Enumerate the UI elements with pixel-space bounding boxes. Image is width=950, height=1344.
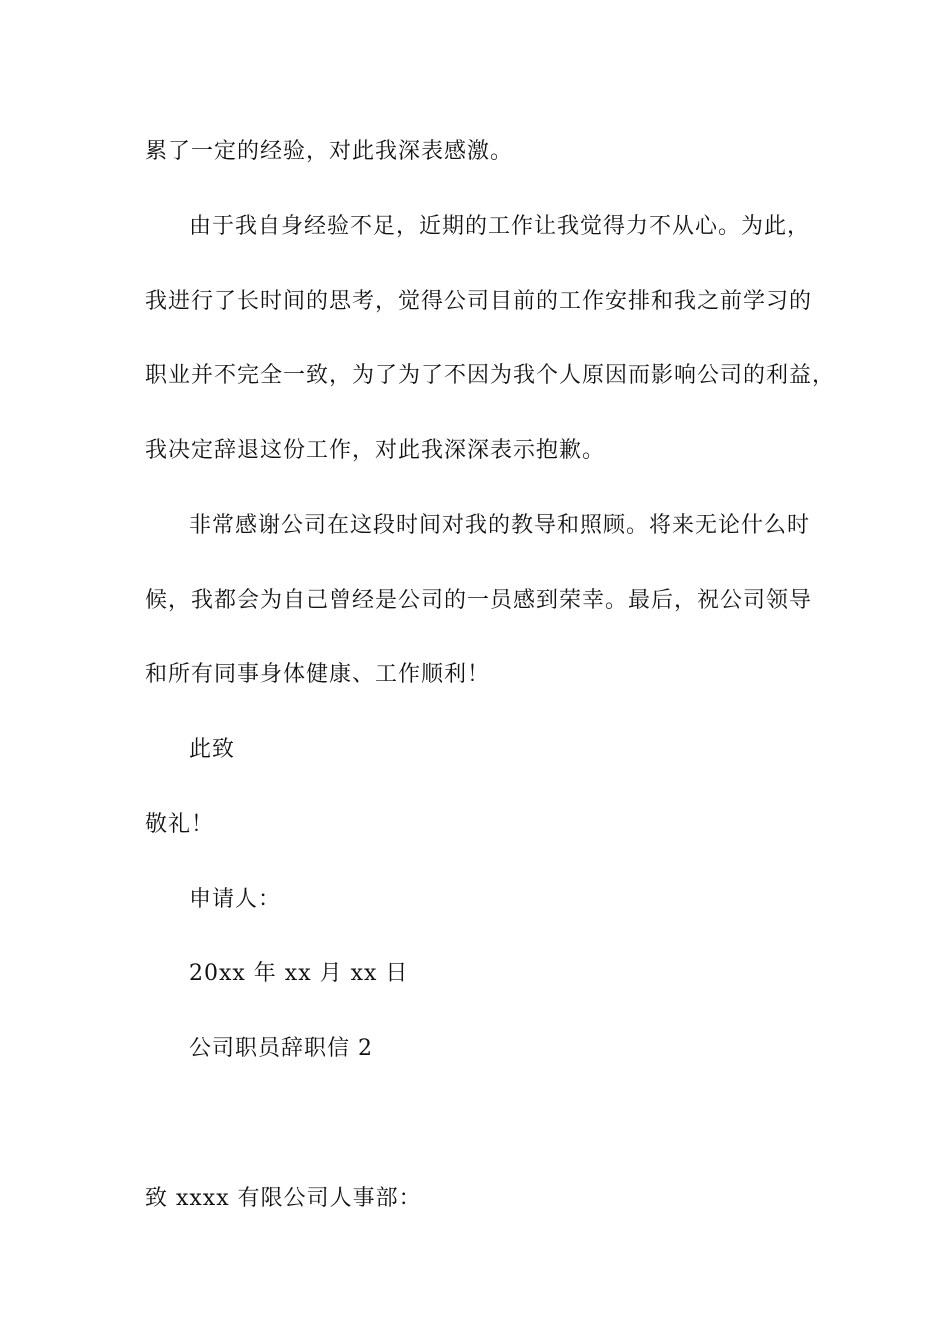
paragraph-line: 我进行了长时间的思考，觉得公司目前的工作安排和我之前学习的	[145, 289, 813, 314]
paragraph-line: 职业并不完全一致，为了为了不因为我个人原因而影响公司的利益，	[145, 363, 836, 388]
paragraph-line: 和所有同事身体健康、工作顺利！	[145, 662, 491, 687]
salutation-line: 敬礼！	[145, 812, 215, 837]
closing-line: 此致	[189, 737, 236, 762]
date-line: 20xx 年 xx 月 xx 日	[189, 961, 409, 986]
paragraph-line: 我决定辞退这份工作，对此我深深表示抱歉。	[145, 438, 606, 463]
paragraph-line: 累了一定的经验，对此我深表感激。	[145, 139, 514, 164]
paragraph-line: 候，我都会为自己曾经是公司的一员感到荣幸。最后，祝公司领导	[145, 588, 813, 613]
applicant-line: 申请人：	[189, 887, 282, 912]
section-title: 公司职员辞职信 2	[189, 1036, 373, 1061]
paragraph-line: 由于我自身经验不足，近期的工作让我觉得力不从心。为此，	[189, 214, 811, 239]
addressee-line: 致 xxxx 有限公司人事部：	[145, 1186, 422, 1211]
paragraph-line: 非常感谢公司在这段时间对我的教导和照顾。将来无论什么时	[189, 513, 811, 538]
